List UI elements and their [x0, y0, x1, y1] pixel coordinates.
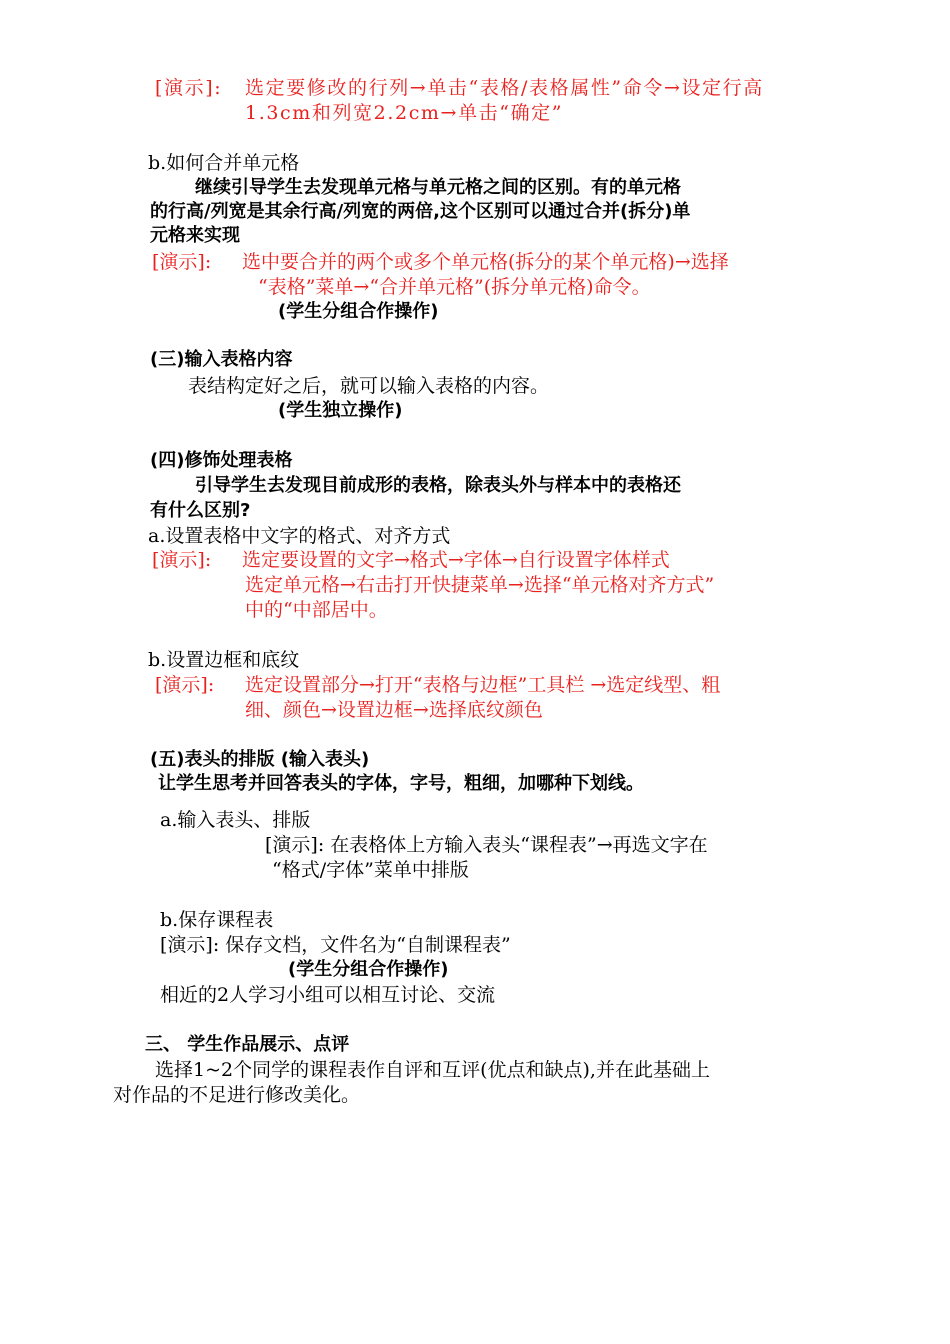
subsection-heading: a.输入表头、排版 [160, 809, 311, 831]
demo-text: 选中要合并的两个或多个单元格(拆分的某个单元格)→选择 [242, 251, 729, 273]
subsection-heading: b.保存课程表 [160, 909, 274, 931]
demo-text: 中的“中部居中。 [245, 599, 388, 621]
guide-text: 引导学生去发现目前成形的表格，除表头外与样本中的表格还 [195, 475, 681, 496]
activity-note: (学生独立操作) [278, 400, 403, 421]
demo-label: [演示]: [152, 549, 212, 571]
guide-text: 的行高/列宽是其余行高/列宽的两倍,这个区别可以通过合并(拆分)单 [150, 201, 691, 222]
demo-text: “格式/字体”菜单中排版 [272, 859, 469, 881]
body-text: 相近的2人学习小组可以相互讨论、交流 [160, 984, 496, 1006]
demo-text: [演示]: 保存文档，文件名为“自制课程表” [160, 934, 511, 956]
demo-label: [演示]: [155, 674, 215, 696]
subsection-heading: b.设置边框和底纹 [148, 649, 300, 671]
subsection-heading: a.设置表格中文字的格式、对齐方式 [148, 525, 451, 547]
section-heading: (四)修饰处理表格 [150, 450, 293, 471]
demo-text: 1.3cm和列宽2.2cm→单击“确定” [245, 102, 564, 124]
demo-text: 选定单元格→右击打开快捷菜单→选择“单元格对齐方式” [245, 574, 715, 596]
demo-text: 细、颜色→设置边框→选择底纹颜色 [245, 699, 543, 721]
section-heading: (三)输入表格内容 [150, 349, 293, 370]
body-text: 对作品的不足进行修改美化。 [113, 1084, 361, 1106]
guide-text: 元格来实现 [150, 225, 240, 246]
guide-text: 有什么区别? [150, 500, 251, 521]
demo-text: [演示]: 在表格体上方输入表头“课程表”→再选文字在 [265, 834, 708, 856]
activity-note: (学生分组合作操作) [278, 301, 439, 322]
demo-text: 选定要设置的文字→格式→字体→自行设置字体样式 [242, 549, 670, 571]
demo-label: [演示]: [152, 251, 212, 273]
subsection-heading: b.如何合并单元格 [148, 152, 300, 174]
demo-label: [演示]: [155, 77, 223, 99]
demo-text: 选定设置部分→打开“表格与边框”工具栏 →选定线型、粗 [245, 674, 721, 696]
guide-text: 继续引导学生去发现单元格与单元格之间的区别。有的单元格 [195, 177, 681, 198]
demo-text: 选定要修改的行列→单击“表格/表格属性”命令→设定行高 [245, 77, 764, 99]
part-heading: 三、 学生作品展示、点评 [145, 1034, 350, 1055]
body-text: 选择1~2个同学的课程表作自评和互评(优点和缺点),并在此基础上 [155, 1059, 710, 1081]
activity-note: (学生分组合作操作) [288, 959, 449, 980]
body-text: 表结构定好之后，就可以输入表格的内容。 [188, 375, 550, 397]
section-heading: (五)表头的排版 (输入表头) [150, 749, 370, 770]
demo-text: “表格”菜单→“合并单元格”(拆分单元格)命令。 [258, 276, 651, 298]
guide-text: 让学生思考并回答表头的字体，字号，粗细，加哪种下划线。 [158, 773, 644, 794]
